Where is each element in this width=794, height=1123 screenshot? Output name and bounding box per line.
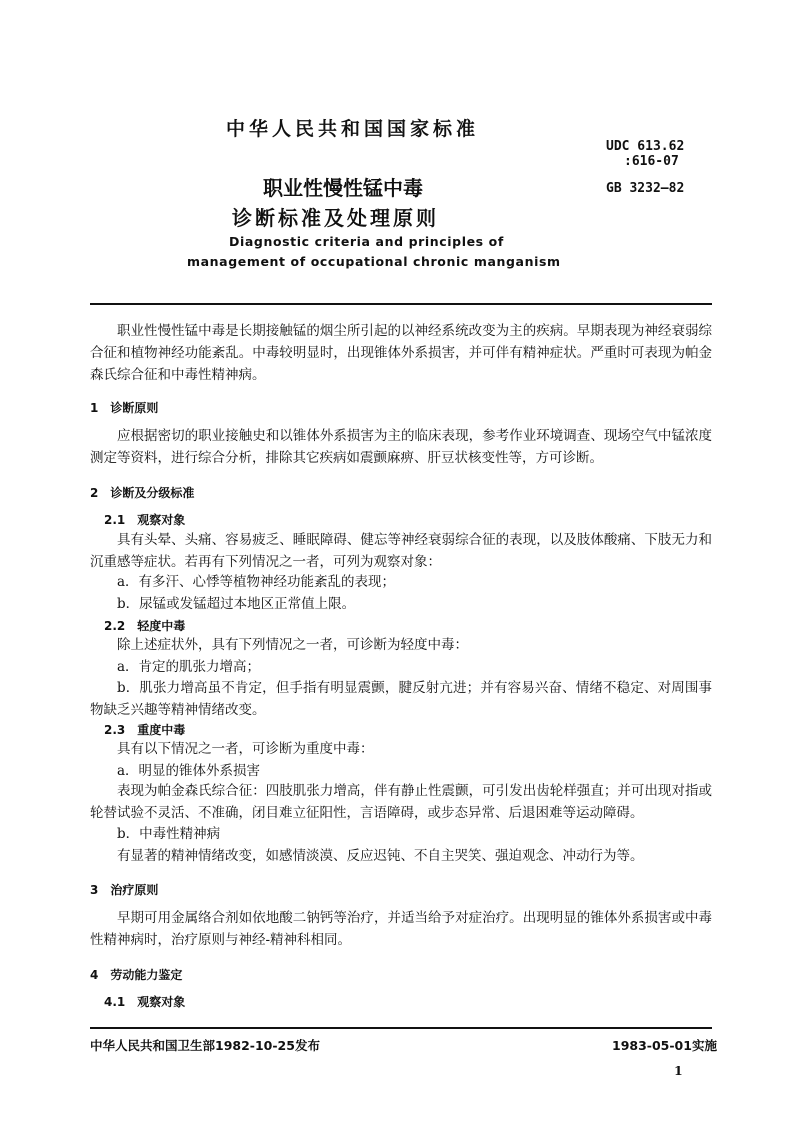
section2-3-item-a-detail: 表现为帕金森氏综合征：四肢肌张力增高，伴有静止性震颤，可引发出齿轮样强直；并可出现对指或轮替试验不灵活、不准确，闭目难立征阳性，言语障碍，或步态异常、后退困难等运动障碍。: [90, 783, 712, 821]
udc-number: UDC 613.62: [606, 139, 685, 154]
english-title-line1: Diagnostic criteria and principles of: [229, 234, 504, 249]
section2-1-heading: 2.1 观察对象: [104, 513, 186, 527]
section2-1-body: 具有头晕、头痛、容易疲乏、睡眠障碍、健忘等神经衰弱综合征的表现，以及肢体酸痛、下肢无力和沉重感等症状。若再有下列情况之一者，可列为观察对象：: [90, 532, 712, 570]
section2-1-item-b: b．尿锰或发锰超过本地区正常值上限。: [117, 596, 356, 612]
national-standard-heading: 中华人民共和国国家标准: [226, 118, 480, 140]
document-title-line2: 诊断标准及处理原则: [232, 206, 439, 230]
section2-2-item-a: a．肯定的肌张力增高；: [117, 659, 261, 675]
section2-3-body: 具有以下情况之一者，可诊断为重度中毒：: [117, 741, 374, 757]
section3-body: 早期可用金属络合剂如依地酸二钠钙等治疗，并适当给予对症治疗。出现明显的锥体外系损害或中毒性精神病时，治疗原则与神经-精神科相同。: [90, 910, 712, 948]
section2-2-heading: 2.2 轻度中毒: [104, 619, 186, 633]
section2-3-item-b: b．中毒性精神病: [117, 826, 221, 842]
section1-heading: 1 诊断原则: [90, 401, 159, 415]
section3-heading: 3 治疗原则: [90, 883, 159, 897]
section4-1-heading: 4.1 观察对象: [104, 995, 186, 1009]
section2-heading: 2 诊断及分级标准: [90, 486, 195, 500]
header-divider: [90, 303, 712, 305]
section4-heading: 4 劳动能力鉴定: [90, 968, 183, 982]
document-title-line1: 职业性慢性锰中毒: [263, 176, 423, 200]
section2-3-item-a: a．明显的锥体外系损害: [117, 763, 261, 779]
section2-3-heading: 2.3 重度中毒: [104, 723, 186, 737]
section2-2-item-b: b．肌张力增高虽不肯定，但手指有明显震颤，腱反射亢进；并有容易兴奋、情绪不稳定、对周围事物缺乏兴趣等精神情绪改变。: [90, 680, 712, 718]
issue-date: 中华人民共和国卫生部1982-10-25发布: [90, 1038, 320, 1053]
section1-body: 应根据密切的职业接触史和以锥体外系损害为主的临床表现，参考作业环境调查、现场空气中锰浓度测定等资料，进行综合分析，排除其它疾病如震颤麻痹、肝豆状核变性等，方可诊断。: [90, 428, 712, 466]
effective-date: 1983-05-01实施: [612, 1038, 717, 1053]
footer-divider: [90, 1027, 712, 1029]
page-number: 1: [674, 1063, 683, 1078]
intro-paragraph: 职业性慢性锰中毒是长期接触锰的烟尘所引起的以神经系统改变为主的疾病。早期表现为神经衰弱综合征和植物神经功能紊乱。中毒较明显时，出现锥体外系损害，并可伴有精神症状。严重时可表现为帕金森氏综合征和中毒性精神病。: [90, 323, 712, 383]
udc-number-continued: :616-07: [624, 154, 679, 169]
section2-2-body: 除上述症状外，具有下列情况之一者，可诊断为轻度中毒：: [117, 637, 468, 653]
section2-1-item-a: a．有多汗、心悸等植物神经功能紊乱的表现；: [117, 574, 396, 590]
english-title-line2: management of occupational chronic manganism: [187, 254, 561, 269]
section2-3-item-b-detail: 有显著的精神情绪改变，如感情淡漠、反应迟钝、不自主哭笑、强迫观念、冲动行为等。: [117, 848, 644, 864]
gb-standard-number: GB 3232—82: [606, 181, 685, 196]
